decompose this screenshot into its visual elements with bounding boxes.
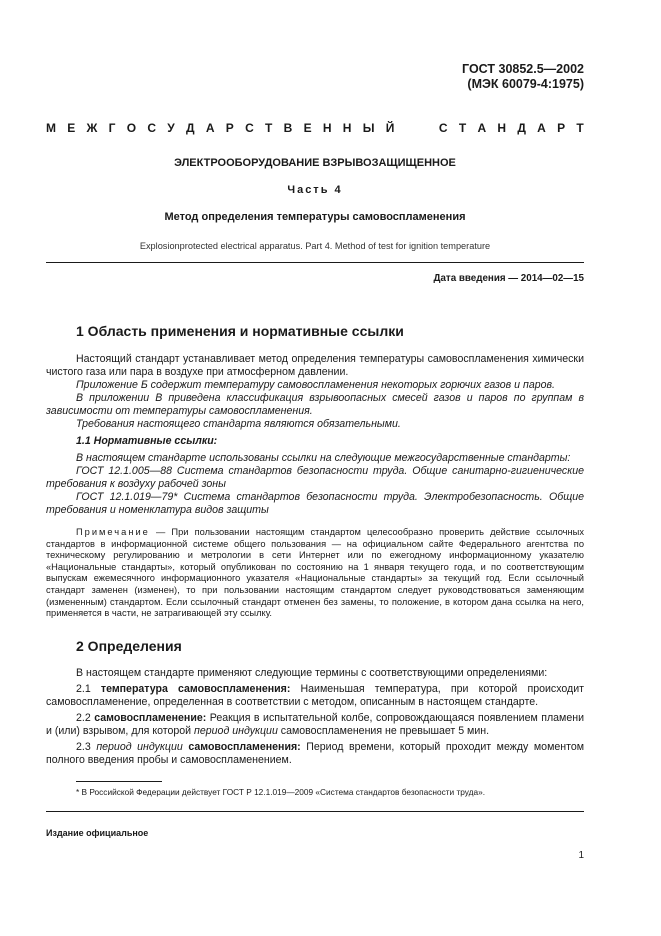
banner-letter: Е — [67, 121, 76, 135]
note-block — [46, 527, 584, 620]
definition-term: самовоспламенения: — [182, 741, 301, 753]
document-title: ЭЛЕКТРООБОРУДОВАНИЕ ВЗРЫВОЗАЩИЩЕННОЕ — [174, 157, 456, 169]
banner-letter: Р — [225, 121, 234, 135]
banner-letter: А — [537, 121, 546, 135]
definition-text: Период времени, который проходит между моментом полного введения пробы и самовоспламенением. — [46, 741, 584, 766]
banner-letter: Е — [303, 121, 312, 135]
banner-letter: Р — [557, 121, 566, 135]
definition-2-3 — [46, 741, 584, 766]
note-label: Примечание — [76, 527, 150, 537]
banner-letter: А — [477, 121, 487, 135]
definition-text: самовоспламенения не превышает 5 мин. — [277, 724, 490, 737]
definition-2-1 — [46, 683, 584, 708]
banner-letter: Ы — [362, 121, 375, 135]
banner-letter: С — [147, 121, 157, 135]
document-subtitle: Метод определения температуры самовоспламенения — [164, 211, 466, 223]
banner-letter: Д — [186, 121, 195, 135]
definition-term-italic: период индукции — [96, 741, 183, 753]
banner-letter: О — [126, 121, 137, 135]
banner-letter: С — [245, 121, 254, 135]
english-title: Explosionprotected electrical apparatus. Part 4. Method of test for ignition temperature — [139, 241, 491, 251]
definition-2-2 — [46, 712, 584, 737]
banner-letter: Т — [265, 121, 273, 135]
section-1-paragraph: В настоящем стандарте использованы ссылки на следующие межгосударственные стандарты: — [76, 452, 571, 464]
definition-number: 2.3 — [76, 741, 97, 753]
banner-letter: Н — [497, 121, 507, 135]
edition-label: Издание официальное — [46, 828, 149, 838]
definition-text: Наименьшая температура, при которой происходит самовоспламенение, определенная в соответствии с методом, описанным в настоящем стандарте. — [46, 683, 584, 708]
section-1-heading: 1 Область применения и нормативные ссылки — [76, 323, 404, 339]
section-2-heading: 2 Определения — [76, 638, 182, 654]
page-number: 1 — [578, 850, 584, 861]
banner-letter: Д — [517, 121, 526, 135]
definition-term: самовоспламенение: — [94, 712, 207, 724]
banner-letter: Й — [385, 121, 395, 135]
definition-text: Реакция в испытательной колбе, сопровождающаяся появлением пламени и (или) взрывом, для которой — [46, 712, 584, 737]
note-text: — При пользовании настоящим стандартом целесообразно проверить действие ссылочных стандартов в информационной системе общего пользования — на официальном сайте Федерального агентства по техническому регулированию и метрологии в сети Интернет или по ежегодному информационному указателю «Национальные стандарты», который опубликован по состоянию на 1 января текущего года, и по соответствующим выпускам ежемесячного информационного указателя «Национальные стандарты» за текущий год. Если ссылочный стандарт заменен (изменен), то при пользовании настоящим стандартом следует руководствоваться заменяющим (измененным) стандартом. Если ссылочный стандарт отменен без замены, то положение, в котором дана ссылка на него, применяется в части, не затрагивающей эту ссылку. — [46, 527, 584, 619]
banner-letter: Г — [108, 121, 116, 135]
reference-gost-12-1-005: ГОСТ 12.1.005—88 Система стандартов безопасности труда. Общие санитарно-гигиенические требования к воздуху рабочей зоны — [46, 465, 584, 490]
banner-letter: Ж — [86, 121, 98, 135]
banner-gap — [406, 121, 428, 135]
section-1-paragraph: Требования настоящего стандарта являются обязательными. — [76, 418, 401, 430]
introduction-date: Дата введения — 2014—02—15 — [433, 273, 584, 284]
banner-letter: У — [167, 121, 175, 135]
part-label: Часть 4 — [287, 184, 343, 196]
gost-number: ГОСТ 30852.5—2002 — [462, 62, 584, 76]
definition-term: температура самовоспламенения: — [100, 683, 291, 695]
footer-divider — [46, 811, 584, 812]
iec-number: (МЭК 60079-4:1975) — [467, 77, 584, 91]
footnote: * В Российской Федерации действует ГОСТ Р 12.1.019—2009 «Система стандартов безопасности труда». — [76, 787, 486, 797]
banner-letter: Н — [322, 121, 332, 135]
section-2-paragraph: В настоящем стандарте применяют следующие термины с соответствующими определениями: — [76, 667, 548, 679]
banner-letter: А — [205, 121, 215, 135]
subsection-1-1-heading: 1.1 Нормативные ссылки: — [76, 435, 218, 447]
footnote-divider — [76, 781, 162, 782]
section-1-paragraph: Приложение Б содержит температуру самовоспламенения некоторых горючих газов и паров. — [76, 379, 555, 391]
banner-letter: Н — [342, 121, 352, 135]
definition-text-italic: период индукции — [194, 724, 278, 737]
banner-letter: Т — [458, 121, 467, 135]
definition-number: 2.2 — [76, 712, 95, 724]
banner-letter: С — [438, 121, 448, 135]
banner-letter: М — [46, 121, 56, 135]
banner-letter: Т — [576, 121, 584, 135]
section-1-paragraph: В приложении В приведена классификация взрывоопасных смесей газов и паров по группам в зависимости от температуры самовоспламенения. — [46, 392, 584, 417]
definition-number: 2.1 — [76, 683, 101, 695]
standard-banner — [46, 121, 584, 135]
title-divider — [46, 262, 584, 263]
banner-letter: В — [283, 121, 293, 135]
reference-gost-12-1-019: ГОСТ 12.1.019—79* Система стандартов безопасности труда. Электробезопасность. Общие требования и номенклатура видов защиты — [46, 491, 584, 516]
section-1-paragraph: Настоящий стандарт устанавливает метод определения температуры самовоспламенения химически чистого газа или пара в воздухе при атмосферном давлении. — [46, 353, 584, 378]
